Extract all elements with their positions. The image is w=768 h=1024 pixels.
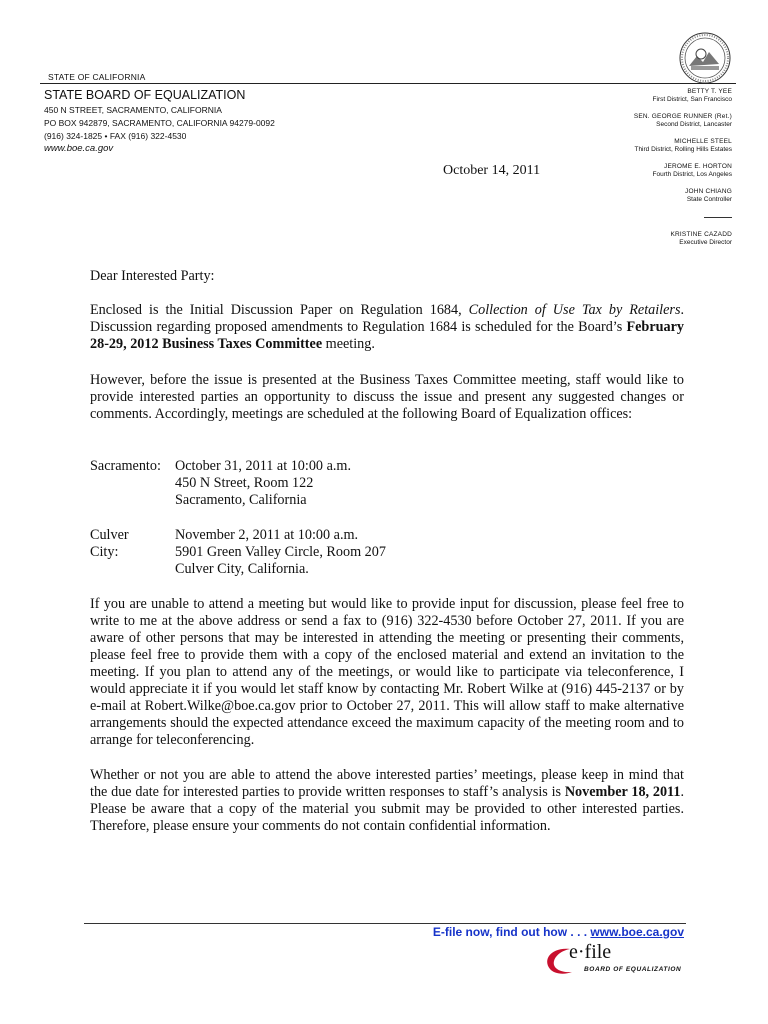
address-po-box: PO BOX 942879, SACRAMENTO, CALIFORNIA 94279-0092 bbox=[44, 118, 275, 128]
member-name: SEN. GEORGE RUNNER (Ret.) bbox=[633, 113, 732, 120]
member-name: JOHN CHIANG bbox=[685, 188, 732, 195]
efile-board-label: BOARD OF EQUALIZATION bbox=[584, 966, 682, 973]
location-datetime: November 2, 2011 at 10:00 a.m. bbox=[175, 527, 359, 543]
executive-title: Executive Director bbox=[679, 239, 732, 246]
location-details bbox=[175, 527, 386, 578]
address-street: 450 N STREET, SACRAMENTO, CALIFORNIA bbox=[44, 105, 222, 115]
paragraph-intro bbox=[90, 302, 684, 353]
state-of-california-label: STATE OF CALIFORNIA bbox=[48, 72, 146, 82]
paragraph-due-date bbox=[90, 767, 684, 835]
website-link[interactable]: www.boe.ca.gov bbox=[44, 143, 114, 154]
member-entry bbox=[634, 188, 732, 204]
salutation: Dear Interested Party: bbox=[90, 268, 215, 284]
member-entry bbox=[634, 113, 732, 129]
committee-meeting-date: February 28-29, 2012 Business Taxes Committee bbox=[90, 319, 684, 352]
location-details bbox=[175, 458, 351, 509]
location-city: Sacramento, California bbox=[175, 492, 307, 508]
header-rule bbox=[40, 83, 736, 84]
p1-text-a: Enclosed is the Initial Discussion Paper on Regulation 1684, bbox=[90, 302, 469, 318]
location-label: Sacramento: bbox=[90, 458, 161, 474]
paragraph-input bbox=[90, 596, 684, 749]
efile-promo bbox=[433, 925, 684, 939]
member-entry bbox=[634, 138, 732, 154]
letter-date: October 14, 2011 bbox=[443, 163, 541, 178]
efile-logo bbox=[540, 941, 684, 977]
p1-text-b: . Discussion regarding proposed amendments to Regulation 1684 is scheduled for the Board’s bbox=[90, 302, 685, 335]
location-address: 450 N Street, Room 122 bbox=[175, 475, 314, 491]
paragraph-meetings bbox=[90, 372, 684, 423]
member-entry bbox=[634, 163, 732, 179]
member-title: State Controller bbox=[686, 196, 732, 203]
location-label: Culver City: bbox=[90, 527, 129, 560]
response-due-date: November 18, 2011 bbox=[564, 784, 681, 800]
member-entry bbox=[634, 88, 732, 104]
members-divider bbox=[704, 217, 732, 218]
efile-prefix: E-file now, find out how . . . bbox=[432, 925, 591, 939]
executive-director-entry bbox=[634, 231, 732, 247]
location-address: 5901 Green Valley Circle, Room 207 bbox=[175, 544, 386, 560]
member-name: JEROME E. HORTON bbox=[664, 163, 732, 170]
executive-name: KRISTINE CAZADD bbox=[670, 231, 732, 238]
member-title: Second District, Lancaster bbox=[656, 121, 732, 128]
member-title: Fourth District, Los Angeles bbox=[652, 171, 732, 178]
phone-fax: (916) 324-1825 • FAX (916) 322-4530 bbox=[44, 131, 187, 141]
efile-link[interactable]: www.boe.ca.gov bbox=[590, 925, 684, 939]
member-name: BETTY T. YEE bbox=[687, 88, 732, 95]
board-name: STATE BOARD OF EQUALIZATION bbox=[44, 88, 246, 102]
p1-text-c: meeting. bbox=[322, 336, 375, 352]
efile-wordmark: e·file bbox=[569, 941, 612, 963]
p4-text-a: Whether or not you are able to attend the above interested parties’ meetings, please keep in mind that the due date for interested parties to provide written responses to staff’s analysis is bbox=[90, 767, 684, 800]
footer-rule bbox=[84, 923, 686, 924]
location-city: Culver City, California. bbox=[175, 561, 309, 577]
location-datetime: October 31, 2011 at 10:00 a.m. bbox=[175, 458, 351, 474]
board-members-list bbox=[634, 88, 732, 256]
member-title: Third District, Rolling Hills Estates bbox=[634, 146, 732, 153]
member-name: MICHELLE STEEL bbox=[674, 138, 732, 145]
state-seal-icon bbox=[679, 32, 731, 84]
p3-text: If you are unable to attend a meeting but would like to provide input for discussion, please feel free to write to me at the above address or send a fax to (916) 322-4530 before October 27, 2011. If you are aware of other persons that may be interested in attending the meeting or presenting their comments, please feel free to provide them with a copy of the enclosed material and extend an invitation to the meeting. If you plan to attend any of the meetings, or would like to participate via teleconference, I would appreciate it if you would let staff know by contacting Mr. Robert Wilke at (916) 445-2137 or by e-mail at Robert.Wilke@boe.ca.gov prior to October 27, 2011. This will allow staff to make alternative arrangements should the expected attendance exceed the maximum capacity of the meeting room and to arrange for teleconferencing. bbox=[90, 596, 684, 748]
p4-text-b: . Please be aware that a copy of the material you submit may be provided to other interested parties. Therefore, please ensure your comments do not contain confidential information. bbox=[90, 784, 684, 834]
regulation-title: Collection of Use Tax by Retailers bbox=[468, 302, 681, 318]
member-title: First District, San Francisco bbox=[652, 96, 732, 103]
p2-text: However, before the issue is presented at the Business Taxes Committee meeting, staff would like to provide interested parties an opportunity to discuss the issue and present any suggested changes or comments. Accordingly, meetings are scheduled at the following Board of Equalization offices: bbox=[90, 372, 684, 422]
